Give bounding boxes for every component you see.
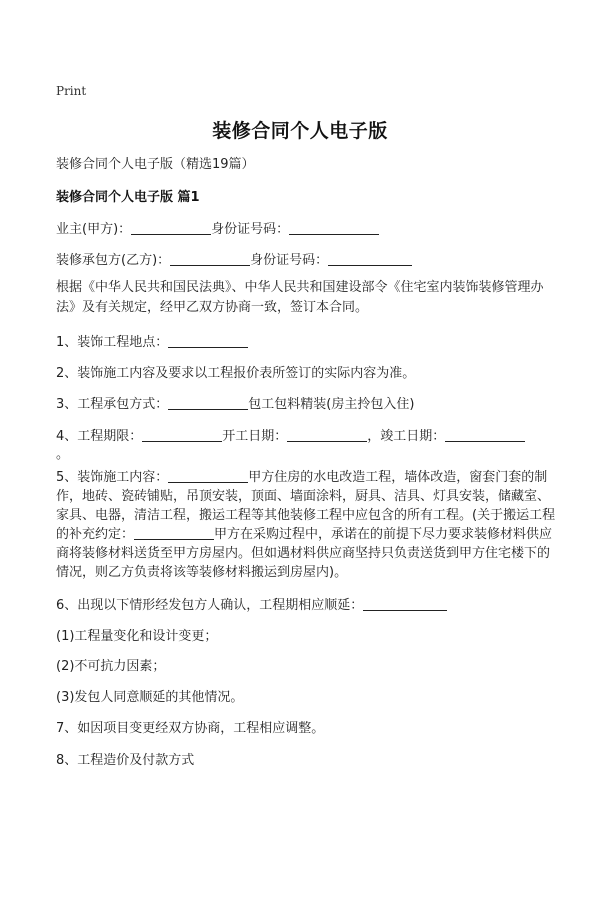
party-b-label: 装修承包方(乙方)： xyxy=(56,253,171,268)
item-5-paragraph xyxy=(56,468,556,582)
item-4-tail: 。 xyxy=(56,447,70,462)
party-a-label: 业主(甲方)： xyxy=(56,222,132,237)
item-3-blank xyxy=(168,396,248,410)
item-4-line xyxy=(56,425,525,444)
item-6-line xyxy=(56,594,447,613)
sub-item-1: (1)工程量变化和设计变更； xyxy=(56,629,218,644)
item-1-blank xyxy=(168,334,248,348)
item-4-start-blank xyxy=(287,428,367,442)
item-1-label: 1、装饰工程地点： xyxy=(56,335,169,350)
item-3-line xyxy=(56,393,414,412)
party-a-line xyxy=(56,218,379,237)
sub-item-3: (3)发包人同意顺延的其他情况。 xyxy=(56,690,244,705)
item-1-line xyxy=(56,331,248,350)
section-heading: 装修合同个人电子版 篇1 xyxy=(56,190,200,205)
intro-paragraph: 根据《中华人民共和国民法典》、中华人民共和国建设部令《住宅室内装饰装修管理办法》及有关规定，经甲乙双方协商一致，签订本合同。 xyxy=(56,280,544,315)
sub-item-2: (2)不可抗力因素； xyxy=(56,659,166,674)
item-3-suffix: 包工包料精装(房主拎包入住) xyxy=(248,397,415,412)
id-blank-2 xyxy=(328,252,412,266)
item-4-end-blank xyxy=(445,428,525,442)
id-label-1: 身份证号码： xyxy=(211,222,290,237)
party-b-blank xyxy=(170,252,250,266)
item-7-line: 7、如因项目变更经双方协商，工程相应调整。 xyxy=(56,721,325,736)
id-blank-1 xyxy=(289,221,379,235)
id-label-2: 身份证号码： xyxy=(250,253,329,268)
item-3-label: 3、工程承包方式： xyxy=(56,397,169,412)
party-a-blank xyxy=(131,221,211,235)
print-label: Print xyxy=(56,84,87,98)
document-subtitle: 装修合同个人电子版（精选19篇） xyxy=(56,157,255,172)
item-5-body-2: 甲方在采购过程中，承诺在的前提下尽力要求装修材料供应商将装修材料送货至甲方房屋内。但如遇材料供应商坚持只负责送货到甲方住宅楼下的情况，则乙方负责将该等装修材料搬运到房屋内)。 xyxy=(56,527,553,580)
item-5-body-1: 甲方住房的水电改造工程，墙体改造，窗套门套的制作，地砖、瓷砖铺贴，吊顶安装，顶面、墙面涂料，厨具、洁具、灯具安装，储藏室、家具、电器，清洁工程，搬运工程等其他装修工程中应包含的所有工程。(关于搬运工程的补充约定： xyxy=(56,470,556,542)
item-4-start-label: 开工日期： xyxy=(222,429,288,444)
party-b-line xyxy=(56,249,412,268)
page-title: 装修合同个人电子版 xyxy=(212,120,388,142)
item-4-duration-blank xyxy=(142,428,222,442)
item-4-label: 4、工程期限： xyxy=(56,429,143,444)
item-6-label: 6、出现以下情形经发包方人确认，工程期相应顺延： xyxy=(56,598,364,613)
item-5-blank-1 xyxy=(168,469,248,483)
item-6-blank xyxy=(363,597,447,611)
item-5-label: 5、装饰施工内容： xyxy=(56,470,169,485)
item-8-line: 8、工程造价及付款方式 xyxy=(56,753,195,768)
item-5-blank-2 xyxy=(134,526,214,540)
item-2-line: 2、装饰施工内容及要求以工程报价表所签订的实际内容为准。 xyxy=(56,366,416,381)
item-4-end-label: ，竣工日期： xyxy=(367,429,446,444)
